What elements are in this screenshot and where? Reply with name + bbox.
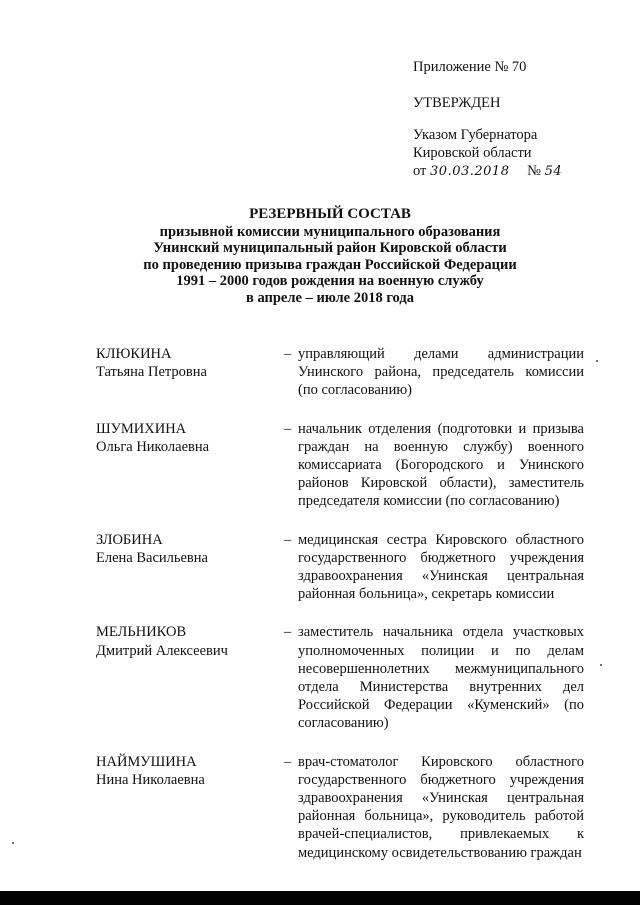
member-dash: – [284, 624, 292, 641]
member-entry [96, 753, 584, 862]
member-given-name: Нина Николаевна [96, 771, 205, 788]
member-name [96, 420, 284, 511]
member-dash: – [284, 531, 292, 548]
member-name [96, 345, 284, 400]
member-dash: – [284, 420, 292, 437]
approval-block [413, 58, 562, 181]
handwritten-date: 30.03.2018 [430, 164, 510, 179]
member-role: врач-стоматолог Кировского областного государственного бюджетного учреждения здравоохранения «Унинская центральная районная больница», руководитель работой врачей-специалистов, привлекаемых к медицинскому освидетельствованию граждан [298, 753, 584, 861]
title-line-5: в апреле – июле 2018 года [246, 289, 414, 306]
decree-line-2: Кировской области [413, 145, 532, 161]
scan-speck [596, 360, 598, 362]
member-name [96, 753, 284, 862]
scan-speck [12, 842, 14, 844]
member-name [96, 531, 284, 604]
members-list [96, 345, 584, 882]
member-given-name: Дмитрий Алексеевич [96, 642, 228, 659]
member-surname: НАЙМУШИНА [96, 753, 197, 770]
member-role: медицинская сестра Кировского областного государственного бюджетного учреждения здравоохранения «Унинская центральная районная больница», секретарь комиссии [298, 531, 584, 603]
member-entry [96, 345, 584, 400]
member-given-name: Ольга Николаевна [96, 438, 210, 455]
member-role: заместитель начальника отдела участковых уполномоченных полиции и по делам несовершеннолетних межмуниципального отдела Министерства внутренних дел Российской Федерации «Куменский» (по согласованию) [298, 624, 584, 732]
member-entry [96, 531, 584, 604]
title-line-4: 1991 – 2000 годов рождения на военную службу [176, 273, 484, 289]
scan-edge-bar [0, 891, 640, 905]
member-surname: ЗЛОБИНА [96, 531, 163, 548]
title-line-2: Унинский муниципальный район Кировской области [153, 240, 507, 256]
member-name [96, 623, 284, 732]
approved-label: УТВЕРЖДЕН [413, 95, 501, 111]
member-entry [96, 623, 584, 732]
number-prefix: № [527, 163, 541, 179]
member-surname: МЕЛЬНИКОВ [96, 624, 187, 641]
member-surname: ШУМИХИНА [96, 420, 187, 437]
decree-date-line [413, 162, 562, 181]
decree-line-1: Указом Губернатора [413, 127, 538, 143]
handwritten-number: 54 [544, 164, 563, 179]
member-role: начальник отделения (подготовки и призыва граждан на военную службу) военного комиссариата (Богородского и Унинского районов Кировской области), заместитель председателя комиссии (по согласованию) [298, 420, 584, 510]
member-entry [96, 420, 584, 511]
document-title: РЕЗЕРВНЫЙ СОСТАВ [249, 206, 411, 222]
member-role: управляющий делами администрации Унинского района, председатель комиссии (по согласованию) [298, 346, 584, 399]
date-prefix: от [413, 163, 427, 179]
title-line-3: по проведению призыва граждан Российской Федерации [143, 256, 517, 273]
member-surname: КЛЮКИНА [96, 346, 172, 362]
document-title-block [0, 206, 640, 306]
appendix-label: Приложение № 70 [413, 59, 527, 75]
title-line-1: призывной комиссии муниципального образования [159, 223, 501, 240]
member-dash: – [284, 346, 292, 362]
member-given-name: Елена Васильевна [96, 549, 208, 566]
member-dash: – [284, 753, 292, 770]
scan-speck [600, 664, 602, 666]
member-given-name: Татьяна Петровна [96, 364, 207, 381]
